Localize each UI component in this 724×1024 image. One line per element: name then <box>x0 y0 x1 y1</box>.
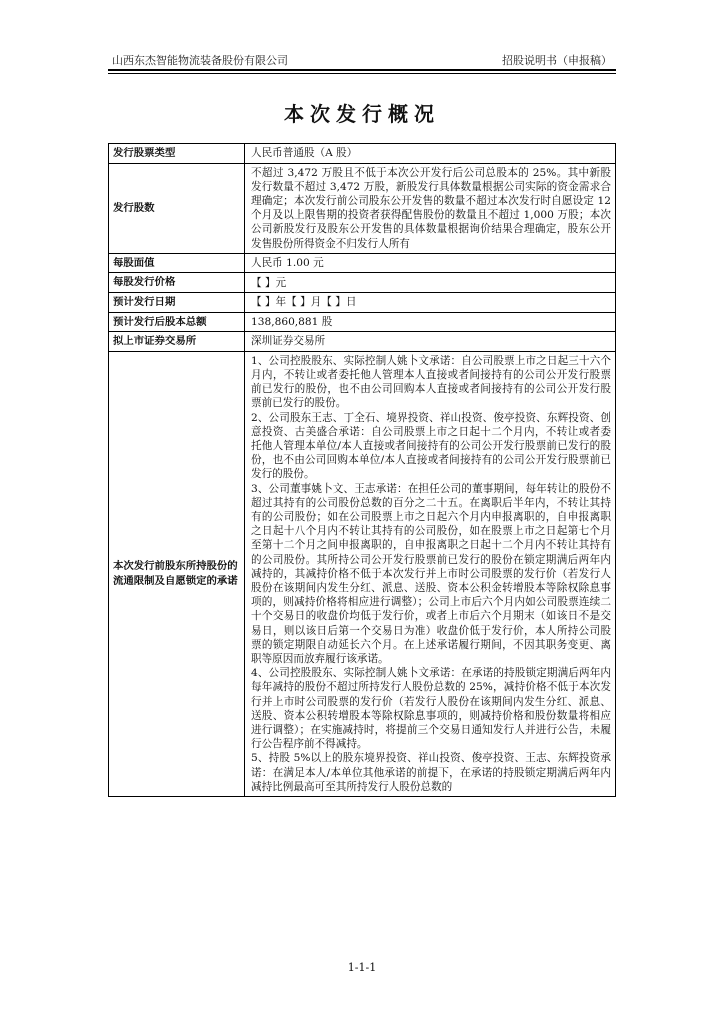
row-label: 拟上市证券交易所 <box>109 332 245 352</box>
table-row <box>109 312 616 332</box>
row-label: 发行股数 <box>109 163 245 253</box>
document-type: 招股说明书（申报稿） <box>502 54 612 67</box>
commitment-paragraph: 3、公司董事姚卜文、王志承诺：在担任公司的董事期间，每年转让的股份不超过其持有的公司股份总数的百分之二十五。在离职后半年内，不转让其持有的公司股份；如在公司股票上市之日起六个月内申报离职的，自申报离职之日起十八个月内不转让其持有的公司股份，如在股票上市之日起第七个月至第十二个月之间申报离职的，自申报离职之日起十二个月内不转让其持有的公司股份。其所持公司公开发行股票前已发行的股份在锁定期满后两年内减持的，其减持价格不低于本次发行并上市时公司股票的发行价（若发行人股份在该期间内发生分红、派息、送股、资本公积金转增股本等除权除息事项的，则减持价格将相应进行调整）；公司上市后六个月内如公司股票连续二十个交易日的收盘价均低于发行价，或者上市后六个月期末（如该日不是交易日，则以该日后第一个交易日为准）收盘价低于发行价，本人所持公司股票的锁定期限自动延长六个月。在上述承诺履行期间，不因其职务变更、离职等原因而放弃履行该承诺。 <box>251 482 611 666</box>
row-label: 每股发行价格 <box>109 273 245 293</box>
row-label: 预计发行后股本总额 <box>109 312 245 332</box>
row-label: 预计发行日期 <box>109 293 245 313</box>
commitment-paragraph: 4、公司控股股东、实际控制人姚卜文承诺：在承诺的持股锁定期满后两年内每年减持的股份不超过所持发行人股份总数的 25%，减持价格不低于本次发行并上市时公司股票的发行价（若发行人股份在该期间内发生分红、派息、送股、资本公积转增股本等除权除息事项的，则减持价格和股份数量将相应进行调整）；在实施减持时，将提前三个交易日通知发行人并进行公告，未履行公告程序前不得减持。 <box>251 667 611 751</box>
commitment-paragraph: 5、持股 5%以上的股东境界投资、祥山投资、俊亭投资、王志、东辉投资承诺：在满足本人/本单位其他承诺的前提下，在承诺的持股锁定期满后两年内减持比例最高可至其所持发行人股份总数的 <box>251 752 611 793</box>
table-row <box>109 253 616 273</box>
header-rule-thin <box>108 73 616 74</box>
table-row <box>109 144 616 164</box>
row-value: 人民币普通股（A 股） <box>245 144 616 164</box>
page-header <box>112 50 612 68</box>
table-row <box>109 163 616 253</box>
commitment-paragraph: 2、公司股东王志、丁全石、境界投资、祥山投资、俊亭投资、东辉投资、创意投资、古美盛合承诺：自公司股票上市之日起十二个月内，不转让或者委托他人管理本单位/本人直接或者间接持有的公司公开发行股票前已发行的股份，也不由公司回购本单位/本人直接或者间接持有的公司公开发行股票前已发行的股份。 <box>251 411 611 481</box>
commitment-paragraph: 1、公司控股股东、实际控制人姚卜文承诺：自公司股票上市之日起三十六个月内，不转让或者委托他人管理本人直接或者间接持有的公司公开发行股票前已发行的股份，也不由公司回购本人直接或者间接持有的公司公开发行股票前已发行的股份。 <box>251 354 611 410</box>
table-row-commitment <box>109 351 616 796</box>
page-number: 1-1-1 <box>347 961 377 974</box>
row-value: 【 】元 <box>245 273 616 293</box>
table-row <box>109 332 616 352</box>
row-value: 138,860,881 股 <box>245 312 616 332</box>
company-name: 山西东杰智能物流装备股份有限公司 <box>112 54 288 67</box>
offering-overview-table <box>108 143 616 797</box>
row-value: 人民币 1.00 元 <box>245 253 616 273</box>
page-title: 本次发行概况 <box>284 102 440 126</box>
header-rule-thick <box>108 69 616 71</box>
table-row <box>109 273 616 293</box>
row-value: 深圳证券交易所 <box>245 332 616 352</box>
commitment-label: 本次发行前股东所持股份的流通限制及自愿锁定的承诺 <box>109 351 245 796</box>
commitment-value <box>245 351 616 796</box>
row-label: 发行股票类型 <box>109 144 245 164</box>
table-row <box>109 293 616 313</box>
row-value: 【 】年【 】月【 】日 <box>245 293 616 313</box>
row-label: 每股面值 <box>109 253 245 273</box>
row-value: 不超过 3,472 万股且不低于本次公开发行后公司总股本的 25%。其中新股发行数量不超过 3,472 万股，新股发行具体数量根据公司实际的资金需求合理确定；本次发行前公司股东公开发售的数量不超过本次发行时自愿设定 12 个月及以上限售期的投资者获得配售股份的数量且不超过 1,000 万股；本次公司新股发行及股东公开发售的具体数量根据询价结果合理确定，股东公开发售股份所得资金不归发行人所有 <box>245 163 616 253</box>
